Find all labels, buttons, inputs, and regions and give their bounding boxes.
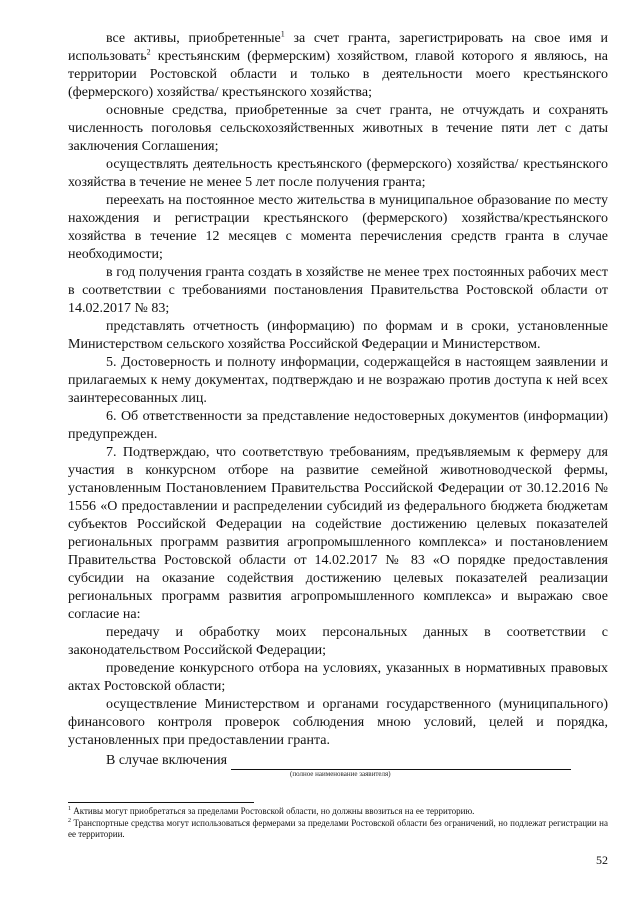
paragraph-activity: осуществлять деятельность крестьянского (фермерского) хозяйства/ крестьянского хозяйства в течение не менее 5 лет после получения гранта;	[68, 157, 608, 190]
applicant-line	[68, 752, 608, 770]
paragraph-text: крестьянским (фермерским) хозяйством, главой которого я являюсь, на территории Ростовской области и только в деятельности моего крестьянского (фермерского) хозяйства/ крестьянского хозяйства;	[68, 49, 608, 100]
footnote-2-text: Транспортные средства могут использоваться фермерами за пределами Ростовской области без ограничений, но подлежат регистрации на ее территории.	[68, 818, 608, 839]
paragraph-control: осуществление Министерством и органами государственного (муниципального) финансового контроля проверок соблюдения мною условий, целей и порядка, установленных при предоставлении гранта.	[68, 697, 608, 748]
paragraph-assets	[68, 30, 608, 102]
paragraph-item-7: 7. Подтверждаю, что соответствую требованиям, предъявляемым к фермеру для участия в конкурсном отборе на развитие семейной животноводческой фермы, установленным Постановлением Правительства Российской Федерации от 30.12.2016 № 1556 «О предоставлении и распределении субсидий из федерального бюджета бюджетам субъектов Российской Федерации на содействие достижению целевых показателей региональных программ развития агропромышленного комплекса» и постановлением Правительства Ростовской области от 14.02.2017 № 83 «О порядке предоставления субсидии на оказание содействия достижению целевых показателей реализации региональных программ развития агропромышленного комплекса» и выражаю свое согласие на:	[68, 445, 608, 622]
footnote-2-number: 2	[68, 818, 71, 824]
paragraph-text: за счет гранта, зарегистрировать на свое имя и использовать	[68, 31, 609, 64]
footnote-1-text: Активы могут приобретаться за пределами Ростовской области, но должны ввозиться на ее территорию.	[71, 806, 475, 816]
document-body	[68, 30, 608, 779]
footnote-ref-1: 1	[280, 29, 285, 39]
paragraph-reporting: представлять отчетность (информацию) по формам и в сроки, установленные Министерством сельского хозяйства Российской Федерации и Министерством.	[68, 319, 608, 352]
applicant-name-blank	[231, 755, 571, 770]
paragraph-competition: проведение конкурсного отбора на условиях, указанных в нормативных правовых актах Ростовской области;	[68, 661, 608, 694]
paragraph-jobs: в год получения гранта создать в хозяйстве не менее трех постоянных рабочих мест в соответствии с требованиями постановления Правительства Ростовской области от 14.02.2017 № 83;	[68, 265, 608, 316]
footnotes	[68, 806, 608, 841]
footnote-ref-2: 2	[146, 47, 151, 57]
page-number: 52	[596, 853, 608, 867]
paragraph-personal-data: передачу и обработку моих персональных данных в соответствии с законодательством Российской Федерации;	[68, 625, 608, 658]
footnote-separator	[68, 802, 254, 803]
footnote-1-number: 1	[68, 806, 71, 812]
applicant-name-caption: (полное наименование заявителя)	[290, 770, 391, 778]
paragraph-fixed-assets: основные средства, приобретенные за счет гранта, не отчуждать и сохранять численность поголовья сельскохозяйственных животных в течение пяти лет с даты заключения Соглашения;	[68, 103, 608, 154]
applicant-line-label: В случае включения	[106, 753, 228, 768]
footnote-1	[68, 806, 608, 817]
footnote-2	[68, 818, 608, 840]
paragraph-text: все активы, приобретенные	[106, 31, 281, 46]
paragraph-item-6: 6. Об ответственности за представление недостоверных документов (информации) предупрежден.	[68, 409, 608, 442]
paragraph-item-5: 5. Достоверность и полноту информации, содержащейся в настоящем заявлении и прилагаемых к нему документах, подтверждаю и не возражаю против доступа к ней всех заинтересованных лиц.	[68, 355, 608, 406]
paragraph-relocation: переехать на постоянное место жительства в муниципальное образование по месту нахождения и регистрации крестьянского (фермерского) хозяйства/крестьянского хозяйства в течение 12 месяцев с момента перечисления средств гранта в случае необходимости;	[68, 193, 608, 262]
